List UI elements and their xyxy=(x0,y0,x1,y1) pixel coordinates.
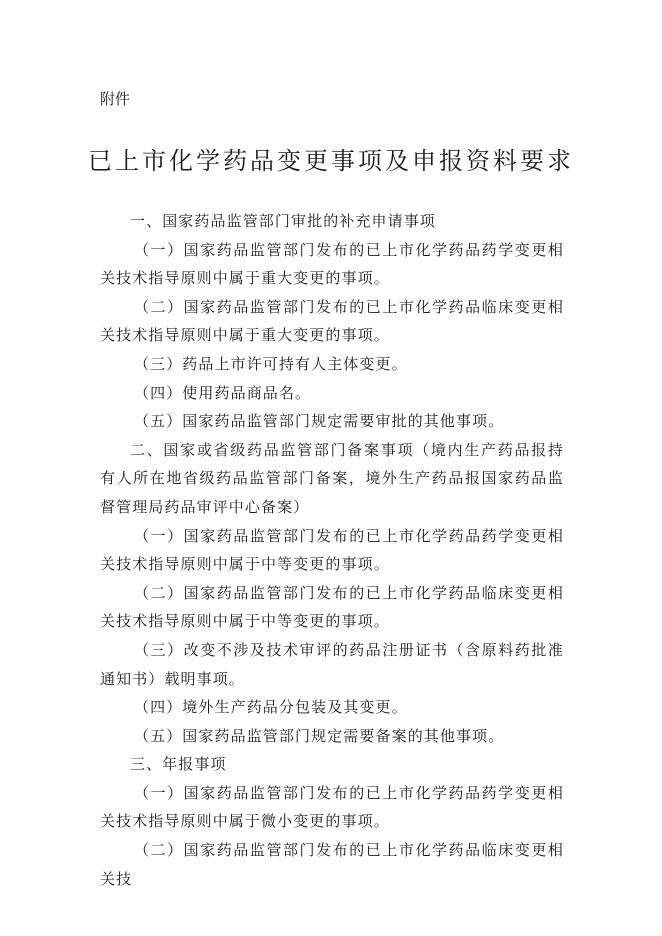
attachment-label: 附件 xyxy=(100,90,131,108)
list-item: （二）国家药品监管部门发布的已上市化学药品临床变更相关技术指导原则中属于重大变更的事项。 xyxy=(100,297,564,345)
section-heading: 二、国家或省级药品监管部门备案事项（境内生产药品报持有人所在地省级药品监管部门备案，境外生产药品报国家药品监督管理局药品审评中心备案） xyxy=(100,440,564,516)
list-item: （一）国家药品监管部门发布的已上市化学药品药学变更相关技术指导原则中属于重大变更的事项。 xyxy=(100,240,564,288)
document-body xyxy=(100,207,564,893)
list-item: （三）改变不涉及技术审评的药品注册证书（含原料药批准通知书）载明事项。 xyxy=(100,640,564,688)
list-item: （三）药品上市许可持有人主体变更。 xyxy=(134,354,408,373)
list-item: （五）国家药品监管部门规定需要审批的其他事项。 xyxy=(134,412,505,431)
section-heading: 一、国家药品监管部门审批的补充申请事项 xyxy=(130,212,436,230)
section-heading: 三、年报事项 xyxy=(130,755,227,774)
list-item: （二）国家药品监管部门发布的已上市化学药品临床变更相关技 xyxy=(100,841,564,888)
list-item: （四）境外生产药品分包装及其变更。 xyxy=(134,698,408,717)
page-title: 已上市化学药品变更事项及申报资料要求 xyxy=(88,147,574,175)
list-item: （五）国家药品监管部门规定需要备案的其他事项。 xyxy=(134,726,505,745)
list-item: （四）使用药品商品名。 xyxy=(134,383,312,402)
list-item: （一）国家药品监管部门发布的已上市化学药品药学变更相关技术指导原则中属于微小变更的事项。 xyxy=(100,783,564,831)
list-item: （一）国家药品监管部门发布的已上市化学药品药学变更相关技术指导原则中属于中等变更的事项。 xyxy=(100,526,564,574)
list-item: （二）国家药品监管部门发布的已上市化学药品临床变更相关技术指导原则中属于中等变更的事项。 xyxy=(100,583,564,631)
